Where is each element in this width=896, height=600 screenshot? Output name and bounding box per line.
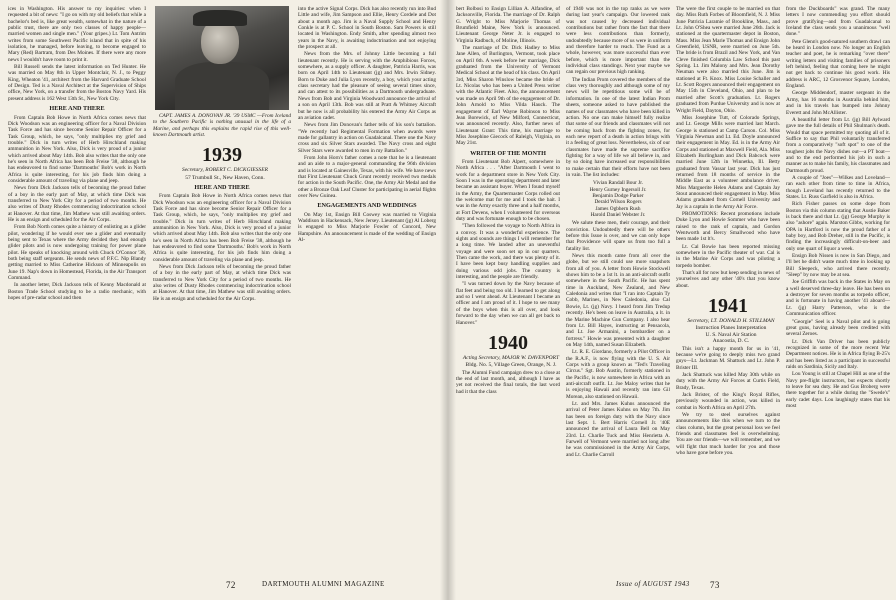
article-paragraph: News from Jim Donovan's father tells of his son's battalion. "We recently had Regimental Formation when awards were made for gallantry in action on Guadalcanal. There one the Navy cross and six Silver Stars awarded. The Navy cross and eight Silver Stars were awarded to men in my Battalion."	[298, 122, 436, 154]
article-paragraph: Rich Fisher passes on some dope from Boston via this column stating that Austie Baker is back there and that Lt. (jg) George Murphy is also "ashore" again. Marston Gibbs, working for OPA in Hartford is now the proud father of a baby boy, and Bob Dreher, still in the Pacific, is finding the increasingly difficult-on-beer and only one quart of liquor a week.	[786, 201, 890, 252]
article-paragraph: George Middendorf, master sergeant in the Army, has 16 months in Australia behind him, and in his travels has bumped into Johnny Everett and John McAllister.	[786, 90, 890, 116]
article-paragraph: from the Duckboards" was grand. The many letters I now commending you effort should prove gratifying—and from Guadalcanal to Iceland the class sends you a unanimous "well done."	[786, 6, 890, 38]
article-paragraph: In another letter, Dick Jackson tells of Kenny Macdonald at Boston Trade School studying to be a radio mechanic, with hopes of pre-radar school and then	[8, 282, 146, 302]
article-paragraph: of 1940 was not in the top ranks as we were during last year's campaign. Our lowered rank was not caused by decreased individual contributions but rather from the fact that there were less contributions than formerly, undoubtedly because more of us were in uniform and therefore harder to reach. The Fund as a whole, however, was more successful than ever before, which is more important than the individual class standings. Next year maybe we can regain our previous high ranking.	[566, 6, 670, 76]
honor-roll-name: James Ogbhern Rush	[595, 205, 641, 212]
article-paragraph: "I was turned down by the Navy because of flat feet and being too old. I learned to get along and so I went ahead. At Lieutenant I became an officer and I am proud of it. I hope to see many of the boys when this is all over, and look forward to the day when we can all get back to Hanover."	[456, 281, 560, 326]
article-paragraph: That's all for now but keep sending in news of yourselves and any other '40's that you know about.	[676, 270, 780, 289]
article-paragraph: From Bob North comes quite a history of enlisting as a glider pilot, wondering if he would ever see a glider and eventually being sent to Texas where the Army decided they had enough glider pilots and is now undergoing training for power plane pilot. He speaks of knocking around with Chuck O'Connor '38, both being staff sergeants. He sends news of P.F.C. Nip Blandy getting married to Miss Catherine Hickson of Minneapolis on June 19. Nap's down in Homestead, Florida, in the Air Transport Command.	[8, 224, 146, 282]
section-heading: ENGAGEMENTS AND WEDDINGS	[317, 202, 417, 210]
class-year-heading: 1941	[708, 295, 748, 318]
secretary-address-line: U. S. Naval Air Station	[705, 331, 757, 338]
left-column-3	[298, 6, 436, 572]
portrait-photo	[155, 6, 289, 110]
secretary-address-line: Instruction Planes Interpretation	[695, 325, 767, 332]
article-paragraph: From Captain Bob Howe in North Africa comes news that Dick Woodson was an engineering officer for a Naval Division Task Force and has since become Senior Repair Officer for a Task Group, which, he says, "only multiplies my grief and trouble." Dick in turn writes of Herb Hirschland making ammunition in New York. Also, Dick is very proud of a junior which arrived about May 14th. Bob also writes that the only one he's seen in North Africa has been Bob Freise '38, although he has endeavored to find some 'Dartmouths.' Bob's work in North Africa is quite interesting, for his job finds him doing a considerable amount of traveling via plane and jeep.	[153, 193, 291, 263]
promotions-text: Recent promotions include Duke Lyon and Howie Sommer who have been raised to the rank of captain, and Gordon Wentworth and Bercy Smallwood who have been made 1st lt's.	[676, 211, 780, 243]
photo-cap	[193, 10, 247, 26]
secretary-address-line: Anacostia, D. C.	[712, 338, 750, 345]
article-paragraph: into the active Signal Corps. Dick has also recently run into Bud Little and wife, Jim Sampson and Ellie, Henry Cordele and Dot about a month ago. Jim is a Naval Supply School and Henry Conkle is at P. C. School in South Boston. Sam Powers is still located in Washington. Endy Smith, after spending almost two years in the Navy, is awaiting indoctrination and not enjoying the prospect at all.	[298, 6, 436, 51]
article-paragraph: Lt. R. E. Giordano, formerly a Pilot Officer in the R.A.F., is now flying with the U. S. Air Corps with a group known as "Ted's Traveling Circus." Sgt. Bob Austin, formerly stationed in the Pacific, is now somewhere in Africa with an anti-aircraft outfit. Lt. Joe Maloy writes that he is enjoying Hawaii and recently ran into Gil Morean, also stationed on Hawaii.	[566, 349, 670, 400]
right-column-3	[676, 6, 780, 572]
promotions-label: PROMOTIONS:	[682, 211, 718, 217]
secretary-address: Bldg. No. 5, Village Green, Orange, N. J.	[465, 362, 557, 369]
article-paragraph: Miss Josephine Tutt, of Colorado Springs, and Lt. George Mills were married last March. George is stationed at Camp Carson. Col. Miss Virginia Newman and Lt. Ed. Doyle announced their engagement in May. Ed. is in the Army Air Corps and stationed at Maxwell Field, Ala. Miss Elizabeth Burlingham and Dick Babcock were married June 12th in Winnetka, Ill. Betty graduated from Vassar last year. Dick has just returned from 18 months of service in the Middle East as a volunteer ambulance driver. Miss Marguerite Helen Adams and Captain Jay Stout announced their engagement in May. Miss Adams graduated from Cornell University and Jay is a captain in the Army Air Force.	[676, 114, 780, 210]
article-paragraph: Lt. Dick Van Driver has been publicly recognized in some of the more recent War Department notices. He is in Africa flying B-25's and has been listed as a participant in successful raids on Sardinia, Sicily and Italy.	[786, 338, 890, 370]
section-heading: HERE AND THERE	[49, 105, 105, 113]
article-paragraph: Lt. and Mrs. James Kuhns announced the arrival of Peter James Kuhns on May 7th. Jim has been on foreign duty with the Navy since last Sept. 1. Bert Harris Cornell Jr. '40E announced the arrival of Laura Bell on May 23rd. Lt. Charlie Tuck and Miss Henrietta A. Farwell of Vermont were married not long after he was commissioned in the Army Air Corps, and Lt. Charlie Carroll	[566, 400, 670, 458]
honor-roll-name: Vivian Randall Bour Jr.	[593, 180, 643, 187]
article-paragraph: News this month came from all over the globe, but we still could use more snapshots from all of you. A letter from Howie Stockwell shows him to be a 1st lt. in an anti-aircraft outfit somewhere in the South Pacific. He has spent time in Auckland, New Zealand, and New Caledonia and writes that "I ran into Captain Ty Cobb, Marines, in New Caledonia, also Cal Bowie, Lt. (jg) Navy. I heard from Jim Tredup recently. He's been on leave in Australia, a lt. in the Marine Machine Gun Company. I also hear from Lt. Bill Hayes, instructing at Pensacola, and Lt. Joe Armanini, a bombardier on a fortress." Howie was presented with a daughter on May 14th, named Susan Elizabeth.	[566, 253, 670, 348]
article-paragraph: From Captain Bob Howe in North Africa comes news that Dick Woodson was an engineering officer for a Naval Division Task Force and has since become Senior Repair Officer for a Task Group, which, he says, "only multiplies my grief and trouble." Dick in turn writes of Herb Hirschland making ammunition in New York. Also, Dick is very proud of a junior which arrived about May 14th. Bob also writes that the only one he's seen in North Africa has been Bob Freise '38, although he has endeavored to find some 'Dartmouths' Bob's work in North Africa is quite interesting, for his job finds him doing a considerable amount of traveling via plane and jeep.	[8, 114, 146, 184]
article-paragraph: From Lieutenant Bob Alpert, somewhere in North Africa . . . "After Dartmouth I went to work for a department store in New York City. Soon I was in the operating department and later became an assistant buyer. When I found myself in the Army, the Quartermaster Corps rolled out the welcome mat for me and I took the bait. I was in the Army exactly three and a half months, at Fort Devens, when I volunteered for overseas duty and was fortunate enough to be chosen.	[456, 158, 560, 222]
section-heading: WRITER OF THE MONTH	[470, 149, 546, 157]
article-paragraph: The were the first couple to be married on that day. Miss Ruth Forbes of Bloomfield, N. J. Miss June Patricia Laramie of Brookline, Mass., and Lt. John O'Shea were married June 26th. Jack is stationed at the quartermaster depot in Boston, Mass. Miss Jean Marie Thomas and Ensign John Greenfield, USNR, were married on June 5th. The bride is from Brazil and New York, and Van Cleve finished Columbia Law School this past Spring. Lt. Jim Malony and Mrs. Jean Dorothy Neuman were also married this June. Jim is stationed at Ft. Knox. Miss Louise Schaller and Lt. Scott Rogers announced their engagement on May 15th in Cleveland, Ohio, and plan to be married after Scott's graduation. Lt. Rogers graduated from Purdue University and is now at Wright Field, Dayton, Ohio.	[676, 6, 780, 114]
article-paragraph: We salute these men, their courage, and their conviction. Undoubtedly there will be others before this Issue is over, and we can only hope that Providence will spare us from too full a fatality list.	[566, 220, 670, 252]
page-number-right: 73	[710, 580, 720, 590]
article-paragraph	[676, 211, 780, 243]
section-heading: HERE AND THERE	[194, 183, 250, 191]
article-paragraph: News from Dick Jackson tells of becoming the proud father of a boy in the early part of May, at which time Dick was transferred to New York City for a period of two months. He also writes of Dusty Rhodes commencing indoctrination school at Hanover. At that time, Jim Mathew was still awaiting orders. He is an ensign and scheduled for the Air Corps.	[8, 185, 146, 223]
article-paragraph: bert Bolbosi to Ensign Lillian A. Alfandine, of Jacksonville, Florida. The marriage of Dr. Ralph G. Wright to Miss Marjorie Thomas of Brumfield Maine, New York is announced. Lieutenant George Neter Jr. is engaged to Virginia Radbuch, of Moline, Illinois.	[456, 6, 560, 44]
class-secretary: Acting Secretary, MAJOR W. DAVENPORT	[462, 354, 560, 361]
issue-date-footer: Issue of AUGUST 1943	[616, 580, 690, 588]
secretary-address: 57 Trumbull St., New Haven, Conn.	[185, 174, 265, 181]
article-paragraph: The Alumni Fund campaign drew to a close at the end of last month, and, although I have as yet not received the final totals, the last word had it that the class	[456, 369, 560, 395]
article-paragraph: "Then followed the voyage to North Africa in a convoy. It was a wonderful experience. The sights and sounds are things I will remember for a long time. We landed after an uneventful voyage and were soon set up in our quarters. Then came the work, and there was plenty of it. I have been kept busy handling supplies and doing various odd jobs. The country is interesting, and the people are friendly.	[456, 223, 560, 281]
article-paragraph: A beautiful letter from Lt. (jg) Bill Aylward gave me the full details of Phil Shulman's death. Would that space permitted my quoting all of it. Suffice to say that Phil voluntarily transferred from a comparatively "soft spot" to one of the toughest jobs the Navy dishes out—a PT boat—and to the end performed his job in such a manner as to make his family, his classmates and Dartmouth proud.	[786, 116, 890, 174]
honor-roll-name: Henry Gurney Ingersoll Jr.	[589, 186, 647, 193]
photo-body	[175, 62, 269, 110]
article-paragraph: "Georgie" Seel is a Naval pilot and is going great guns, having already been credited with several Zeroes.	[786, 318, 890, 338]
right-page	[448, 0, 896, 600]
right-column-1	[456, 6, 560, 572]
left-column-1	[8, 6, 146, 572]
class-year-heading: 1939	[202, 144, 242, 167]
left-column-2	[153, 6, 291, 572]
article-paragraph: ices in Washington. His answer to my inquiries: when I requested a bit of news: "I go on with my old beliefs that while a bachelor's bed is, like great wealth, somewhat in the nature of a public trust, there are only two classes of happy people—married women and single men." (Your gripes.) Lt. Tom Antrim writes from some Southwest Pacific island that in spite of his isolation, he managed, before leaving, to become engaged to Mary (Red) Bartram, from Des Moines. If there were any more news I wouldn't have room to print it.	[8, 6, 146, 63]
article-paragraph: Bill Russell sends the latest information on Ted Hunter. He was married on May 8th in Upper Montclair, N. J., to Peggy King, Wheaton '41, architect from the Harvard Graduate School of Design. Ted is a Naval Architect at the Supervision of Ships office, New York, on a transfer from the Boston Navy Yard. His present address is 162 West 13th St., New York City.	[8, 64, 146, 102]
honor-roll-name: Derald Wilson Rogers	[594, 199, 642, 206]
article-paragraph: News from Dick Jackson tells of becoming the proud father of a boy in the early part of May, at which time Dick was transferred to New York City for a period of two months. He also writes of Dusty Rhodes commencing indoctrination school at Hanover. At that time, Jim Mathew was still awaiting orders. He is an ensign and scheduled for the Air Corps.	[153, 264, 291, 302]
article-paragraph: On May 1st, Ensign Bill Coswey was married to Virginia Waddison in Hackensack, New Jersey. Lieutenant (jg) Al Loberg is engaged to Miss Marjorie Fowler of Concord, New Hampshire. An announcement is made of the wedding of Ensign Al-	[298, 211, 436, 244]
class-year-heading: 1940	[488, 331, 528, 354]
magazine-title-footer: DARTMOUTH ALUMNI MAGAZINE	[262, 580, 385, 588]
article-paragraph: Pete Glenn's good-natured southern drawl can be heard in London now. No longer an English teacher and poet, he is remarking "over there" writing letters and visiting families of prisoners left behind, feeling that coming here he might not get back to continue his good work. His address is ARC, 12 Grosvenor Square, London, England.	[786, 38, 890, 90]
article-paragraph: Ensign Bob Nissen is now in San Diego, and I'll bet he didn't waste much time in looking up Bill Sleepeck, who arrived there recently. "Sleep" by now may be at sea.	[786, 253, 890, 279]
article-paragraph: The marriage of Dr. Dick Hadley to Miss Jane Allen, of Burlington, Vermont, took place on April 6th. A week before her marriage, Dick graduated from the University of Vermont Medical School at the head of his class. On April 3rd, Miss Sharon Winslow became the bride of Lt. Nicolas who has been a United Press writer with the Atlantic Fleet. Also, the announcement was made on April 9th of the engagement of Dr. John Arnold to Miss Vilda Hauck. The engagement of Earl Wayne Robinson to Miss Jean Borewick, of New Milford, Connecticut, was announced recently. Also, further news of Lieutenant Grant: This time, his marriage to Miss Josephine Giecock of Raleigh, Virginia, on May 21st.	[456, 45, 560, 147]
article-paragraph: This isn't a happy month for us in '41, because we're going to deeply miss two grand guys—Lt. Jackman M. Shattuck and Lt. John P. Brister III.	[676, 345, 780, 371]
article-paragraph: We try to steel ourselves against announcements like this when we turn to the class column, but the great personal loss we feel friends and classmates feel is overwhelming. You are our friends—we will remember, and we will fight that much harder for you and those who have gone before you.	[676, 411, 780, 456]
honor-roll-name: Benjamin Dodge Parker	[592, 192, 644, 199]
class-secretary: Secretary, LT. DONALD H. STILLMAN	[687, 318, 775, 325]
photo-caption: CAPT. JAMES A. DONOVAN JR. '39 USMC —From Iceland to the Southern Pacific is nothing unusual in the life of a Marine, and perhaps this explains the rapid rise of this well-known Dartmouth artist.	[153, 113, 291, 138]
right-column-2	[566, 6, 670, 572]
article-paragraph: Lt. Cal Bowie has been reported missing somewhere in the Pacific theater of war. Cal is in the Marine Air Corps and was piloting a torpedo bomber.	[676, 243, 780, 269]
article-paragraph: Jack Shattuck was killed May 30th while on duty with the Army Air Forces at Curtis Field, Brady, Texas.	[676, 371, 780, 391]
article-paragraph: The Indian Prom covered the members of the class very thoroughly and although some of my news will be repetitious some will be of information. In one of the latest Indian Prom sheets, someone asked to have published the names of our classmates who have been killed in action. No one can make himself fully realize that some of our friends and classmates will not be coming back from the fighting zones, for each new report of a death in action brings with it a feeling of great loss. Nevertheless, six of our classmates have made the supreme sacrifice fighting for a way of life we all believe in, and by so doing have increased our responsibilities to make certain that their efforts have not been in vain. The list includes:	[566, 76, 670, 178]
article-paragraph: From John Horn's father comes a note that he is a lieutenant and an aide to a major-general commanding the 96th division and is located at Gainesville, Texas, with his wife. We have news that First Lieutenant Chuck Grunt recently received two medals for action in the South Pacific. One, the Army Air Medal and the other a Bronze Oak Leaf Cluster for participating in aerial flights over New Guinea.	[298, 154, 436, 199]
article-paragraph: Lou Young is still at Chapel Hill as one of the Navy pre-flight instructors, but expects shortly to leave for sea duty. He and Gus Broberg were there together for a while during the "Swede's" early cadet days. Lou laughingly states that his most	[786, 371, 890, 409]
honor-roll-list	[566, 180, 670, 218]
book-gutter	[440, 0, 456, 600]
class-secretary: Secretary, ROBERT C. DICKGIESSER	[181, 167, 268, 174]
honor-roll-name: Harold Daniel Webster Jr.	[590, 212, 646, 218]
page-number-left: 72	[226, 580, 236, 590]
article-paragraph: Joe Griffith was back in the States in May on a well deserved three-day leave. He has been on a destroyer for seven months as torpedo officer, and is fortunate in having another '41 aboard—Lt. (jg) Harry Patterson, who is the Communication officer.	[786, 279, 890, 318]
right-column-4	[786, 6, 890, 572]
article-paragraph: Jack Brister, of the King's Royal Rifles, previously wounded in action, was killed in combat in North Africa on April 27th.	[676, 391, 780, 411]
article-paragraph: News from the Mrs. of Johnny Little becoming a full lieutenant recently. He is serving with the Amphibious Forces, somewhere, as a supply officer. A daughter, Patricia Harris, was born on April 14th to Lieutenant (jg) and Mrs. Irwin Sidney. Born to Duke and Julia Lyon recently, a boy, which your acting class secretary had the pleasure of seeing several times since, and can attest to its possibilities as a Dartmouth undergraduate. News from Bob and Virginia Woodward announce the arrival of a son on April 13th. Bob was still at Pratt & Whitney Aircraft but he now is all probability his entered the Army Air Corps as an aviation cadet.	[298, 51, 436, 121]
article-paragraph: A couple of "Joes"—Wilkes and Loveland—ran each other from time to time in Africa, though Loveland has recently returned to the States. Lt. Russ Garfield is also in Africa.	[786, 174, 890, 200]
